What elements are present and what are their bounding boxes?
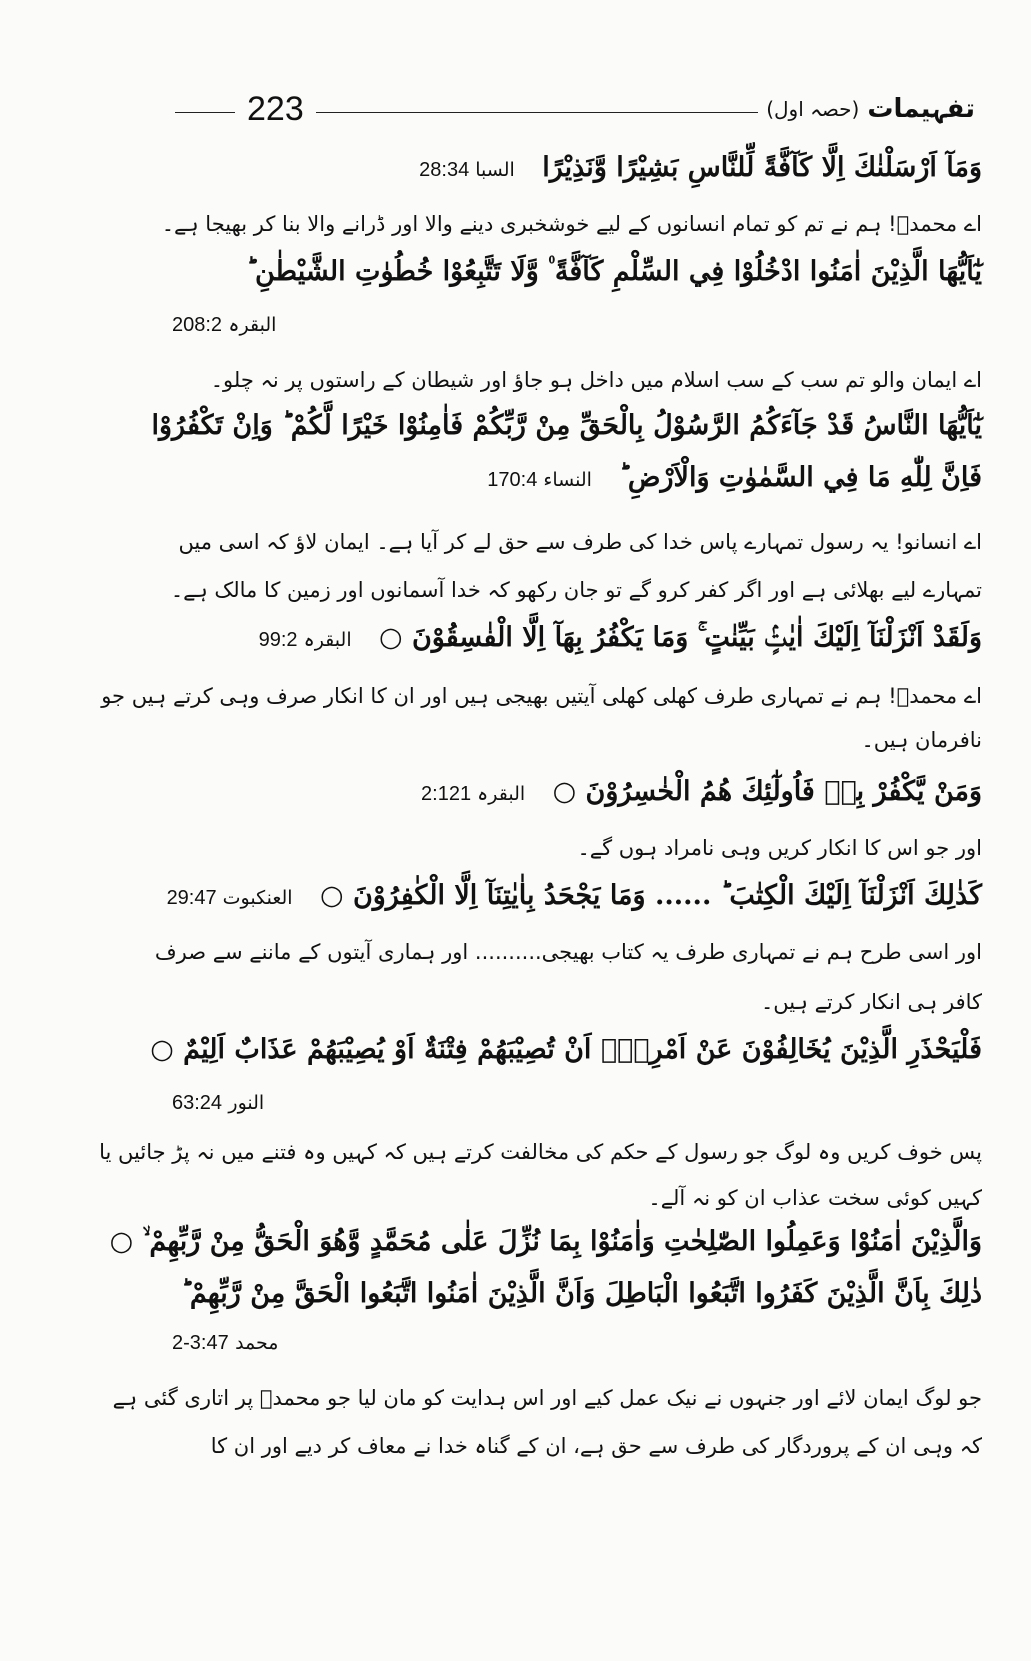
ayah-line: [172, 462, 982, 493]
verse-number: 63:24: [172, 1092, 223, 1114]
surah-name: النور: [228, 1092, 265, 1114]
book-title: تفہیمات: [867, 94, 975, 124]
book-part: (حصہ اول): [766, 97, 860, 121]
translation-line: اور اسی طرح ہم نے تمہاری طرف یہ کتاب بھیجی.......... اور ہماری آیتوں کے ماننے سے صرف: [154, 940, 982, 964]
verse-reference: [259, 629, 352, 651]
ayah-text: فَاِنَّ لِلّٰهِ مَا فِي السَّمٰوٰتِ وَالْاَرْضِ ؕ: [619, 462, 982, 493]
translation-line: اے انسانو! یہ رسول تمہارے پاس خدا کی طرف سے حق لے کر آیا ہے۔ ایمان لاؤ کہ اسی میں: [178, 530, 982, 554]
ayah-line: [172, 776, 982, 807]
verse-number: 170:4: [487, 469, 538, 491]
surah-name: النساء: [543, 469, 592, 491]
surah-name: العنکبوت: [222, 887, 293, 909]
surah-name: البقرہ: [477, 783, 526, 805]
verse-number: 208:2: [172, 314, 223, 336]
translation-line: پس خوف کریں وہ لوگ جو رسول کے حکم کی مخالفت کرتے ہیں کہ کہیں وہ فتنے میں نہ پڑ جائیں یا: [99, 1140, 982, 1164]
translation-line: کہیں کوئی سخت عذاب ان کو نہ آلے۔: [648, 1186, 982, 1210]
ayah-line: [172, 152, 982, 183]
verse-reference: [487, 469, 592, 491]
translation-line: اور جو اس کا انکار کریں وہی نامراد ہوں گے۔: [577, 836, 982, 860]
page-number: 223: [247, 89, 304, 128]
ayah-line: يٰٓاَيُّهَا الَّذِيْنَ اٰمَنُوا ادْخُلُوْا فِي السِّلْمِ كَآفَّةً ۠ وَّلَا تَتَّبِعُوْا خُطُوٰتِ الشَّيْطٰنِ ؕ: [246, 256, 982, 287]
ayah-text: وَمَنْ يَّكْفُرْ بِهٖ فَاُولٰٓئِكَ هُمُ الْخٰسِرُوْنَ ○: [552, 776, 982, 807]
ayah-line: يٰٓاَيُّهَا النَّاسُ قَدْ جَآءَكُمُ الرَّسُوْلُ بِالْحَقِّ مِنْ رَّبِّكُمْ فَاٰمِنُوْا خَيْرًا لَّكُمْ ؕ وَاِنْ تَكْفُرُوْا: [151, 410, 982, 441]
translation-line: کہ وہی ان کے پروردگار کی طرف سے حق ہے، ان کے گناہ خدا نے معاف کر دیے اور ان کا: [210, 1434, 982, 1458]
translation-line: تمہارے لیے بھلائی ہے اور اگر کفر کرو گے تو جان رکھو کہ خدا آسمانوں اور زمین کا مالک ہے۔: [170, 578, 982, 602]
ayah-line: وَالَّذِيْنَ اٰمَنُوْا وَعَمِلُوا الصّٰلِحٰتِ وَاٰمَنُوْا بِمَا نُزِّلَ عَلٰى مُحَمَّدٍ وَّهُوَ الْحَقُّ مِنْ رَّبِّهِمْ ۙ ○: [109, 1226, 982, 1257]
translation-line: اے ایمان والو تم سب کے سب اسلام میں داخل ہو جاؤ اور شیطان کے راستوں پر نہ چلو۔: [210, 368, 982, 392]
translation-line: اے محمدؐ! ہم نے تم کو تمام انسانوں کے لیے خوشخبری دینے والا اور ڈرانے والا بنا کر بھیجا ہے۔: [161, 212, 982, 236]
translation-line: اے محمدؐ! ہم نے تمہاری طرف کھلی کھلی آیتیں بھیجی ہیں اور ان کا انکار صرف وہی کرتے ہیں جو: [101, 684, 982, 708]
verse-reference: [172, 312, 276, 337]
verse-number: 29:47: [166, 887, 217, 909]
ayah-text: وَمَآ اَرْسَلْنٰكَ اِلَّا كَآفَّةً لِّلنَّاسِ بَشِيْرًا وَّنَذِيْرًا: [542, 152, 982, 183]
ayah-line: فَلْيَحْذَرِ الَّذِيْنَ يُخَالِفُوْنَ عَنْ اَمْرِهٖٓ اَنْ تُصِيْبَهُمْ فِتْنَةٌ اَوْ يُصِيْبَهُمْ عَذَابٌ اَلِيْمٌ ○: [150, 1034, 982, 1065]
ayah-line: [166, 880, 982, 911]
surah-name: محمد: [235, 1332, 279, 1354]
verse-reference: [419, 159, 515, 181]
surah-name: البقرہ: [228, 314, 277, 336]
surah-name: السبا: [475, 159, 515, 181]
header-rule: [316, 112, 758, 113]
ayah-text: وَلَقَدْ اَنْزَلْنَآ اِلَيْكَ اٰيٰتٍۢ بَيِّنٰتٍ ۚ وَمَا يَكْفُرُ بِهَآ اِلَّا الْفٰسِقُوْنَ ○: [379, 622, 982, 653]
verse-number: 28:34: [419, 159, 470, 181]
ayah-line: [172, 622, 982, 654]
translation-line: نافرمان ہیں۔: [861, 728, 982, 752]
page-header: [175, 88, 975, 130]
verse-reference: [172, 1330, 278, 1355]
verse-number: 99:2: [258, 629, 298, 651]
header-rule-end: [175, 112, 235, 113]
translation-line: جو لوگ ایمان لائے اور جنہوں نے نیک عمل کیے اور اس ہدایت کو مان لیا جو محمدؐ پر اتاری گئی ہے: [112, 1386, 982, 1410]
verse-number: 2-3:47: [172, 1332, 229, 1354]
verse-reference: [167, 887, 293, 909]
verse-reference: [421, 783, 525, 805]
translation-line: کافر ہی انکار کرتے ہیں۔: [760, 990, 982, 1014]
verse-reference: [172, 1090, 264, 1115]
ayah-line: ذٰلِكَ بِاَنَّ الَّذِيْنَ كَفَرُوا اتَّبَعُوا الْبَاطِلَ وَاَنَّ الَّذِيْنَ اٰمَنُوا اتَّبَعُوا الْحَقَّ مِنْ رَّبِّهِمْ ؕ: [181, 1278, 982, 1309]
surah-name: البقرہ: [303, 629, 352, 651]
ayah-text: كَذٰلِكَ اَنْزَلْنَآ اِلَيْكَ الْكِتٰبَ ؕ ...... وَمَا يَجْحَدُ بِاٰيٰتِنَآ اِلَّا الْكٰفِرُوْنَ ○: [319, 880, 982, 911]
verse-number: 2:121: [421, 783, 472, 805]
